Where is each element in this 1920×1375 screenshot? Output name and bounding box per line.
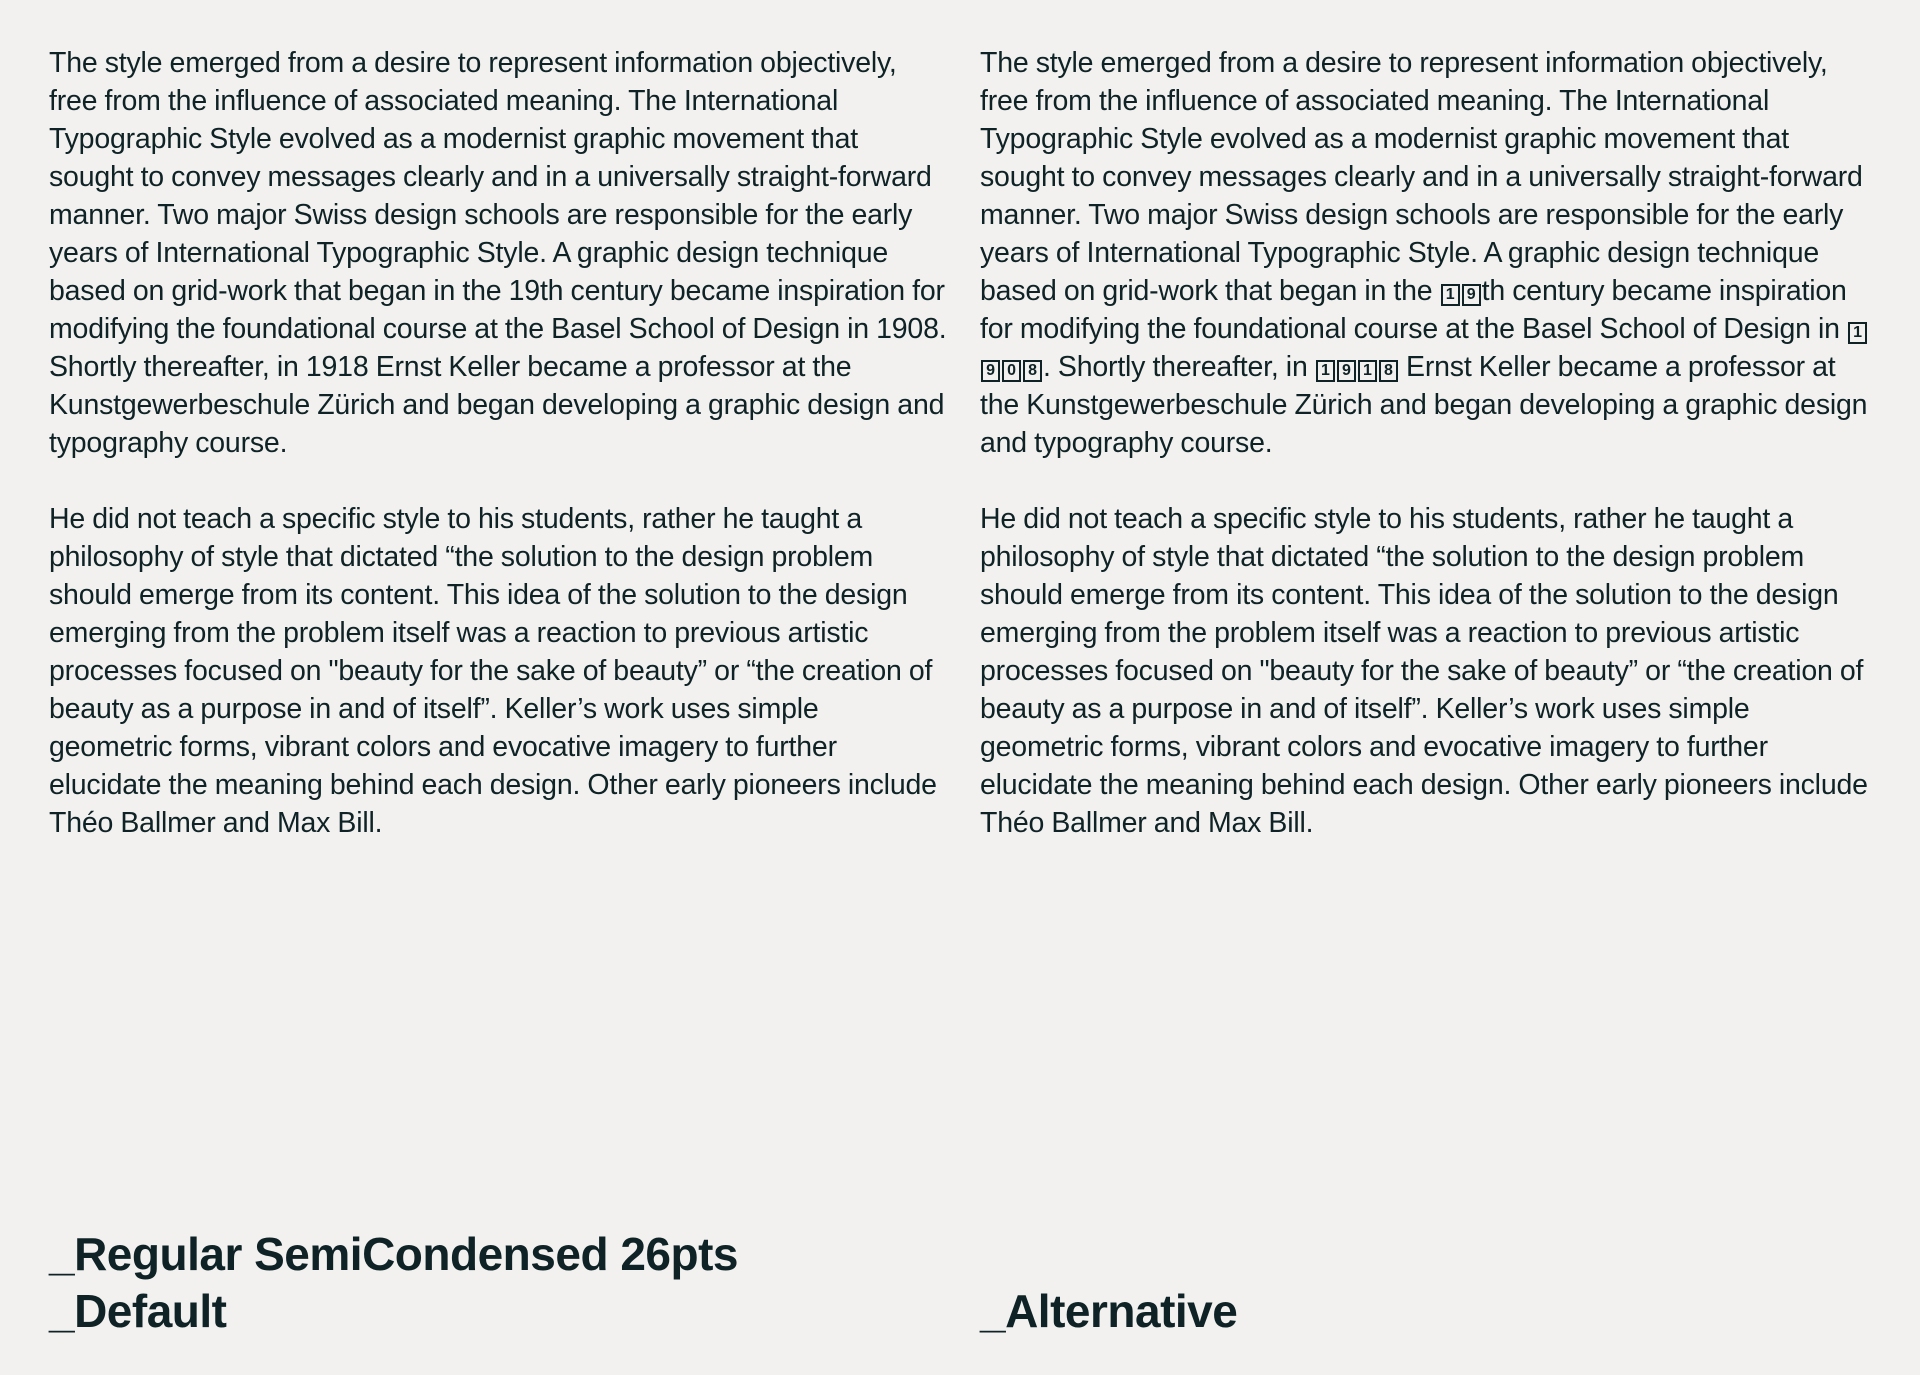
- default-caption: _Default: [49, 1285, 227, 1337]
- boxed-digit: 9: [1337, 360, 1356, 382]
- boxed-digit: 8: [1023, 360, 1042, 382]
- default-paragraph-1: The style emerged from a desire to represent information objectively, free from the influence of associated meaning. The International Typographic Style evolved as a modernist graphic movement that sought to convey messages clearly and in a universally straight-forward manner. Two major Swiss design schools are responsible for the early years of International Typographic Style. A graphic design technique based on grid-work that began in the 19th century became inspiration for modifying the foundational course at the Basel School of Design in 1908. Shortly thereafter, in 1918 Ernst Keller became a professor at the Kunstgewerbeschule Zürich and began developing a graphic design and typography course.: [49, 47, 947, 459]
- alternative-paragraph-1-text-c: . Shortly thereafter, in: [1043, 351, 1315, 383]
- alternative-paragraph-2: He did not teach a specific style to his students, rather he taught a philosophy of style that dictated “the solution to the design problem should emerge from its content. This idea of the solution to the design emerging from the problem itself was a reaction to previous artistic processes focused on "beauty for the sake of beauty” or “the creation of beauty as a purpose in and of itself”. Keller’s work uses simple geometric forms, vibrant colors and evocative imagery to further elucidate the meaning behind each design. Other early pioneers include Théo Ballmer and Max Bill.: [980, 503, 1868, 839]
- alternative-column: [980, 44, 1880, 842]
- boxed-digit: 8: [1379, 360, 1398, 382]
- boxed-digit: 1: [1316, 360, 1335, 382]
- alternative-paragraph-1-text-a: The style emerged from a desire to represent information objectively, free from the influence of associated meaning. The International Typographic Style evolved as a modernist graphic movement that sought to convey messages clearly and in a universally straight-forward manner. Two major Swiss design schools are responsible for the early years of International Typographic Style. A graphic design technique based on grid-work that began in the: [980, 47, 1863, 307]
- boxed-digit: 9: [1462, 284, 1481, 306]
- style-caption: _Regular SemiCondensed 26pts: [49, 1228, 738, 1280]
- alternative-paragraph-1: [980, 44, 1880, 462]
- default-paragraph-2: He did not teach a specific style to his students, rather he taught a philosophy of style that dictated “the solution to the design problem should emerge from its content. This idea of the solution to the design emerging from the problem itself was a reaction to previous artistic processes focused on "beauty for the sake of beauty” or “the creation of beauty as a purpose in and of itself”. Keller’s work uses simple geometric forms, vibrant colors and evocative imagery to further elucidate the meaning behind each design. Other early pioneers include Théo Ballmer and Max Bill.: [49, 503, 937, 839]
- boxed-digit: 9: [981, 360, 1000, 382]
- boxed-digit: 1: [1358, 360, 1377, 382]
- alternative-paragraph-1-text-b: th century became inspiration for modifying the foundational course at the Basel School of Design in: [980, 275, 1848, 345]
- boxed-digit: 0: [1002, 360, 1021, 382]
- boxed-digit: 1: [1848, 322, 1867, 344]
- boxed-digit: 1: [1441, 284, 1460, 306]
- alternative-paragraph-1-text-d: Ernst Keller became a professor at the Kunstgewerbeschule Zürich and began developing a graphic design and typography course.: [980, 351, 1868, 459]
- alternative-caption: _Alternative: [980, 1285, 1238, 1337]
- default-column: [49, 44, 949, 842]
